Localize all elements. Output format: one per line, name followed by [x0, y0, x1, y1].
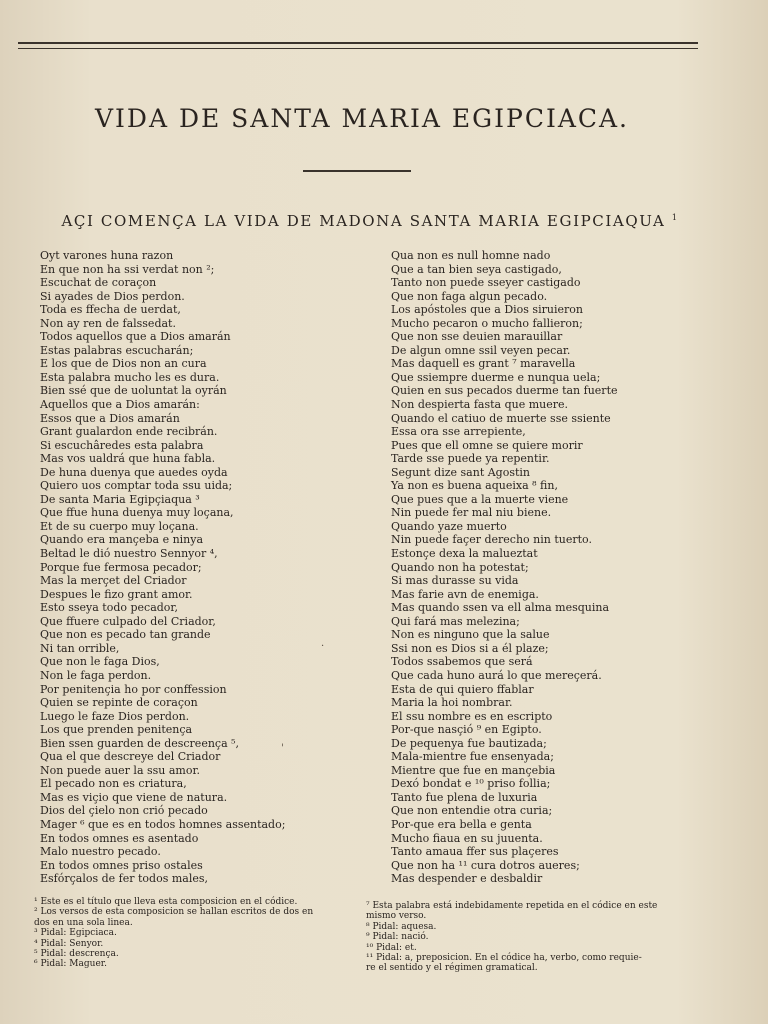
section-heading [20, 212, 720, 230]
verse-line: Toda es ffecha de uerdat, [40, 303, 181, 317]
verse-line: Tarde sse puede ya repentir. [391, 452, 550, 466]
verse-line: De pequenya fue bautizada; [391, 736, 547, 750]
verse-line: Nin puede fer mal niu biene. [391, 506, 552, 520]
verse-line: Que ffuere culpado del Criador, [40, 614, 216, 628]
verse-line: Esto sseya todo pecador, [40, 601, 178, 615]
verse-line: Mala-mientre fue ensenyada; [391, 750, 554, 764]
poem-column-right [391, 249, 726, 886]
footnote-line: ⁵ Pidal: descrença. [34, 949, 119, 960]
verse-line: Que non le faga Dios, [40, 655, 160, 669]
verse-line: Qui fará mas melezina; [391, 614, 520, 628]
footnote-line: ² Los versos de esta composicion se hallan escritos de dos en [34, 907, 314, 918]
verse-line: De algun omne ssil veyen pecar. [391, 343, 571, 357]
verse-line: Que ssiempre duerme e nunqua uela; [391, 370, 601, 384]
verse-line: Escuchat de coraçon [40, 276, 157, 290]
verse-line: Grant gualardon ende recibrán. [40, 425, 218, 439]
footnote-line: ⁸ Pidal: aquesa. [366, 921, 437, 932]
verse-line: Por-que nasçió ⁹ en Egipto. [391, 723, 542, 737]
footnote-line: ³ Pidal: Egipciaca. [34, 928, 117, 939]
footnotes-left [34, 897, 356, 970]
verse-line: Mas quando ssen va ell alma mesquina [391, 601, 610, 615]
verse-line: Que non ha ¹¹ cura dotros aueres; [391, 858, 580, 872]
verse-line: Mas vos ualdrá que huna fabla. [40, 452, 216, 466]
stray-ink-mark: · [321, 641, 325, 652]
verse-line: Bien ssé que de uoluntat la oyrán [40, 384, 227, 398]
verse-line: E los que de Dios non an cura [40, 357, 207, 371]
verse-line: Por penitençia ho por conffession [40, 682, 227, 696]
verse-line: Aquellos que a Dios amarán: [40, 398, 200, 412]
verse-line: Que non es pecado tan grande [40, 628, 211, 642]
verse-line: Si mas durasse su vida [391, 574, 519, 588]
verse-line: Essa ora sse arrepiente, [391, 425, 526, 439]
verse-line: Qua non es null homne nado [391, 249, 551, 262]
page-title: VIDA DE SANTA MARIA EGIPCIACA. [94, 104, 630, 133]
verse-line: Luego le faze Dios perdon. [40, 709, 190, 723]
verse-line: Quando el catiuo de muerte sse ssiente [391, 411, 611, 425]
verse-line: Pues que ell omne se quiere morir [391, 438, 583, 452]
footnote-line: ¹ Este es el título que lleva esta composicion en el códice. [34, 897, 298, 907]
verse-line: Non ay ren de falssedat. [40, 316, 176, 330]
verse-line: Si ayades de Dios perdon. [40, 289, 185, 303]
verse-line: Que non faga algun pecado. [391, 289, 548, 303]
verse-line: Mientre que fue en mançebia [391, 763, 556, 777]
verse-line: De huna duenya que auedes oyda [40, 465, 228, 479]
title-divider [303, 170, 411, 172]
footnote-line: ⁴ Pidal: Senyor. [34, 938, 104, 949]
verse-line: En todos omnes priso ostales [40, 858, 203, 872]
verse-line: Despues le fizo grant amor. [40, 587, 193, 601]
verse-line: Tanto amaua ffer sus plaçeres [391, 845, 559, 859]
verse-line: Quando era mançeba e ninya [40, 533, 204, 547]
section-heading-text: AÇI COMENÇA LA VIDA DE MADONA SANTA MARIA EGIPCIAQUA [61, 212, 666, 230]
verse-line: Que non sse deuien marauillar [391, 330, 563, 344]
verse-line: El pecado non es criatura, [40, 777, 187, 791]
verse-line: Esta palabra mucho les es dura. [40, 370, 220, 384]
poem-column-left [40, 249, 370, 886]
verse-line: Malo nuestro pecado. [40, 845, 161, 859]
verse-line: Que ffue huna duenya muy loçana, [40, 506, 234, 520]
verse-line: Quien se repinte de coraçon [40, 696, 198, 710]
verse-line: Oyt varones huna razon [40, 249, 174, 262]
verse-line: Tanto non puede sseyer castigado [391, 276, 581, 290]
stray-ink-mark: ' [281, 743, 284, 754]
footnote-line: ⁹ Pidal: nació. [366, 932, 429, 943]
verse-line: Todos aquellos que a Dios amarán [40, 330, 231, 344]
footnote-line: ¹⁰ Pidal: et. [366, 942, 417, 953]
verse-line: Ssi non es Dios si a él plaze; [391, 641, 549, 655]
verse-line: Ni tan orrible, [40, 641, 120, 655]
verse-line: Todos ssabemos que será [391, 655, 533, 669]
verse-line: Dios del çielo non crió pecado [40, 804, 208, 818]
verse-line: Estas palabras escucharán; [40, 343, 194, 357]
verse-line: El ssu nombre es en escripto [391, 709, 553, 723]
verse-line: Mas farie avn de enemiga. [391, 587, 539, 601]
verse-line: Quando non ha potestat; [391, 560, 529, 574]
verse-line: Si escuchâredes esta palabra [40, 438, 204, 452]
footnote-line: ⁶ Pidal: Maguer. [34, 959, 107, 970]
verse-line: Que a tan bien seya castigado, [391, 262, 562, 276]
footnote-line: mismo verso. [366, 911, 427, 922]
verse-line: Non puede auer la ssu amor. [40, 763, 201, 777]
verse-line: Qua el que descreye del Criador [40, 750, 221, 764]
verse-line: Quien en sus pecados duerme tan fuerte [391, 384, 618, 398]
verse-line: Tanto fue plena de luxuria [391, 790, 538, 804]
verse-line: Nin puede façer derecho nin tuerto. [391, 533, 592, 547]
verse-line: Mas daquell es grant ⁷ maravella [391, 357, 576, 371]
footnote-line: ⁷ Esta palabra está indebidamente repetida en el códice en este [366, 901, 658, 911]
verse-line: Beltad le dió nuestro Sennyor ⁴, [40, 547, 218, 561]
footnote-line: dos en una sola linea. [34, 917, 133, 928]
verse-line: Mas la merçet del Criador [40, 574, 187, 588]
verse-line: Los apóstoles que a Dios siruieron [391, 303, 583, 317]
verse-line: Essos que a Dios amarán [40, 411, 180, 425]
verse-line: Porque fue fermosa pecador; [40, 560, 202, 574]
verse-line: Non es ninguno que la salue [391, 628, 550, 642]
verse-line: Esta de qui quiero ffablar [391, 682, 534, 696]
verse-line: Quando yaze muerto [391, 519, 507, 533]
verse-line: Mucho pecaron o mucho fallieron; [391, 316, 583, 330]
verse-line: Non despierta fasta que muere. [391, 398, 568, 412]
verse-line: Mager ⁶ que es en todos homnes assentado; [40, 817, 286, 831]
verse-line: Los que prenden penitença [40, 723, 193, 737]
verse-line: Segunt dize sant Agostin [391, 465, 531, 479]
verse-line: Dexó bondat e ¹⁰ priso follia; [391, 777, 551, 791]
footnote-line: re el sentido y el régimen gramatical. [366, 963, 538, 974]
verse-line: Non le faga perdon. [40, 668, 152, 682]
verse-line: Que non entendie otra curia; [391, 804, 553, 818]
verse-line: Quiero uos comptar toda ssu uida; [40, 479, 233, 493]
verse-line: Mucho fiaua en su juuenta. [391, 831, 543, 845]
verse-line: De santa Maria Egipçiaqua ³ [40, 492, 200, 506]
verse-line: Por-que era bella e genta [391, 817, 532, 831]
footnotes-right [366, 901, 702, 974]
verse-line: En que non ha ssi verdat non ²; [40, 262, 215, 276]
verse-line: Que pues que a la muerte viene [391, 492, 569, 506]
section-heading-note-ref: 1 [671, 213, 679, 222]
verse-line: Bien ssen guarden de descreença ⁵, [40, 736, 240, 750]
verse-line: Ya non es buena aqueixa ⁸ fin, [391, 479, 558, 493]
verse-line: Esfórçalos de fer todos males, [40, 872, 209, 886]
verse-line: Mas es viçio que viene de natura. [40, 790, 228, 804]
verse-line: Mas despender e desbaldir [391, 872, 543, 886]
verse-line: Estonçe dexa la malueztat [391, 547, 538, 561]
verse-line: Maria la hoi nombrar. [391, 696, 513, 710]
verse-line: Et de su cuerpo muy loçana. [40, 519, 199, 533]
footnote-line: ¹¹ Pidal: a, preposicion. En el códice ha, verbo, como requie- [366, 953, 642, 964]
verse-line: Que cada huno aurá lo que mereçerá. [391, 668, 602, 682]
top-double-rule [18, 42, 698, 49]
verse-line: En todos omnes es asentado [40, 831, 199, 845]
